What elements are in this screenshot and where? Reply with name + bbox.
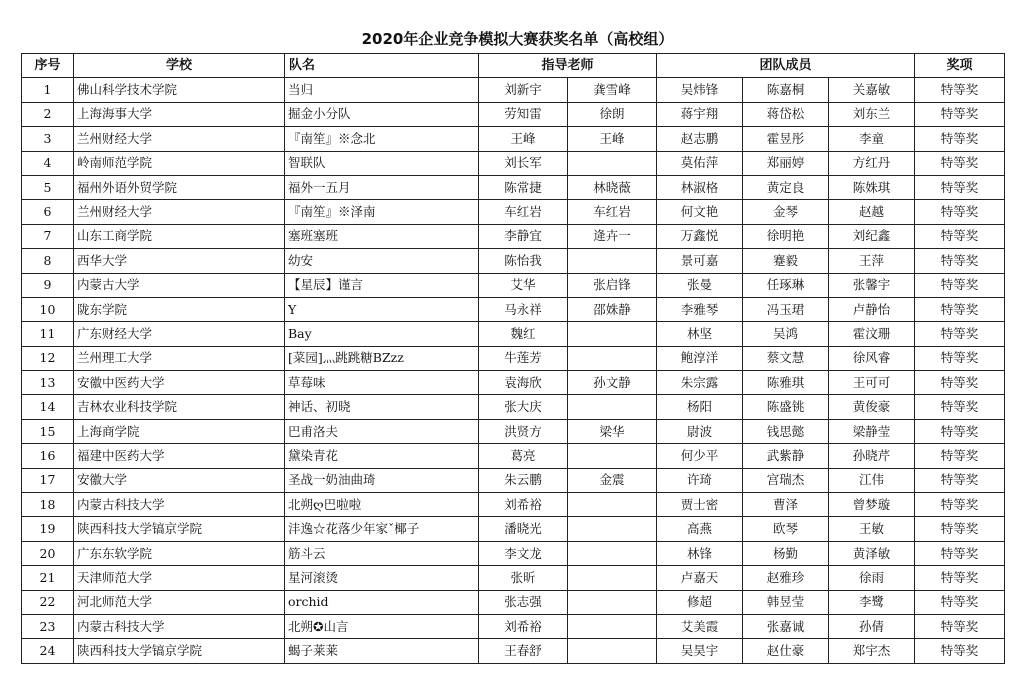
row-number: 22 <box>22 590 74 614</box>
member-3-cell: 曾梦璇 <box>829 493 915 517</box>
row-number: 18 <box>22 493 74 517</box>
team-name-cell: Y <box>285 297 479 321</box>
award-cell: 特等奖 <box>915 566 1005 590</box>
member-3-cell: 霍汶珊 <box>829 322 915 346</box>
school-cell: 陕西科技大学镐京学院 <box>74 639 285 663</box>
member-1-cell: 蒋宇翔 <box>657 102 743 126</box>
header-no: 序号 <box>22 54 74 78</box>
advisor-1-cell: 陈怡我 <box>479 249 568 273</box>
member-2-cell: 韩昱莹 <box>743 590 829 614</box>
advisor-1-cell: 刘新宇 <box>479 78 568 102</box>
advisor-2-cell: 徐朗 <box>568 102 657 126</box>
member-3-cell: 王敏 <box>829 517 915 541</box>
table-row <box>22 249 1005 273</box>
school-cell: 兰州财经大学 <box>74 127 285 151</box>
team-name-cell: 『南笙』※念北 <box>285 127 479 151</box>
member-1-cell: 林淑格 <box>657 175 743 199</box>
award-cell: 特等奖 <box>915 419 1005 443</box>
team-name-cell: 【星辰】谨言 <box>285 273 479 297</box>
member-1-cell: 高燕 <box>657 517 743 541</box>
member-3-cell: 方红丹 <box>829 151 915 175</box>
member-2-cell: 吴鸿 <box>743 322 829 346</box>
row-number: 4 <box>22 151 74 175</box>
table-row <box>22 346 1005 370</box>
advisor-1-cell: 刘希裕 <box>479 614 568 638</box>
member-2-cell: 赵雅珍 <box>743 566 829 590</box>
advisor-1-cell: 牛莲芳 <box>479 346 568 370</box>
row-number: 16 <box>22 444 74 468</box>
advisor-2-cell <box>568 639 657 663</box>
member-3-cell: 关嘉敏 <box>829 78 915 102</box>
header-award: 奖项 <box>915 54 1005 78</box>
advisor-2-cell <box>568 517 657 541</box>
advisor-2-cell <box>568 249 657 273</box>
advisor-1-cell: 刘长军 <box>479 151 568 175</box>
school-cell: 广东财经大学 <box>74 322 285 346</box>
award-cell: 特等奖 <box>915 322 1005 346</box>
advisor-2-cell: 张启锋 <box>568 273 657 297</box>
table-row <box>22 639 1005 663</box>
award-cell: 特等奖 <box>915 200 1005 224</box>
row-number: 14 <box>22 395 74 419</box>
member-2-cell: 任琢琳 <box>743 273 829 297</box>
award-cell: 特等奖 <box>915 151 1005 175</box>
table-row <box>22 200 1005 224</box>
school-cell: 佛山科学技术学院 <box>74 78 285 102</box>
member-1-cell: 许琦 <box>657 468 743 492</box>
member-2-cell: 徐明艳 <box>743 224 829 248</box>
header-team: 队名 <box>285 54 479 78</box>
advisor-1-cell: 王春舒 <box>479 639 568 663</box>
member-2-cell: 蹇毅 <box>743 249 829 273</box>
member-2-cell: 宫瑞杰 <box>743 468 829 492</box>
advisor-2-cell <box>568 322 657 346</box>
header-members: 团队成员 <box>657 54 915 78</box>
award-cell: 特等奖 <box>915 297 1005 321</box>
row-number: 5 <box>22 175 74 199</box>
member-3-cell: 梁静莹 <box>829 419 915 443</box>
table-row <box>22 127 1005 151</box>
table-row <box>22 322 1005 346</box>
member-1-cell: 万鑫悦 <box>657 224 743 248</box>
award-cell: 特等奖 <box>915 102 1005 126</box>
award-cell: 特等奖 <box>915 346 1005 370</box>
team-name-cell: 神话、初晓 <box>285 395 479 419</box>
row-number: 9 <box>22 273 74 297</box>
award-cell: 特等奖 <box>915 175 1005 199</box>
award-cell: 特等奖 <box>915 371 1005 395</box>
advisor-1-cell: 李文龙 <box>479 541 568 565</box>
row-number: 17 <box>22 468 74 492</box>
table-row <box>22 419 1005 443</box>
advisor-1-cell: 洪贤方 <box>479 419 568 443</box>
award-cell: 特等奖 <box>915 468 1005 492</box>
team-name-cell: 沣逸☆花落少年家ˇ椰子 <box>285 517 479 541</box>
member-2-cell: 蔡文慧 <box>743 346 829 370</box>
award-cell: 特等奖 <box>915 590 1005 614</box>
member-3-cell: 赵越 <box>829 200 915 224</box>
school-cell: 兰州财经大学 <box>74 200 285 224</box>
member-2-cell: 武紫静 <box>743 444 829 468</box>
table-row <box>22 395 1005 419</box>
row-number: 24 <box>22 639 74 663</box>
member-2-cell: 霍昱彤 <box>743 127 829 151</box>
advisor-2-cell <box>568 590 657 614</box>
school-cell: 福建中医药大学 <box>74 444 285 468</box>
award-cell: 特等奖 <box>915 444 1005 468</box>
table-row <box>22 224 1005 248</box>
member-2-cell: 陈雅琪 <box>743 371 829 395</box>
member-2-cell: 杨勤 <box>743 541 829 565</box>
member-3-cell: 张馨宇 <box>829 273 915 297</box>
member-1-cell: 艾美霞 <box>657 614 743 638</box>
advisor-1-cell: 袁海欣 <box>479 371 568 395</box>
member-1-cell: 朱宗露 <box>657 371 743 395</box>
table-row <box>22 541 1005 565</box>
row-number: 21 <box>22 566 74 590</box>
member-1-cell: 何少平 <box>657 444 743 468</box>
member-1-cell: 卢嘉天 <box>657 566 743 590</box>
member-3-cell: 王可可 <box>829 371 915 395</box>
row-number: 23 <box>22 614 74 638</box>
advisor-1-cell: 张大庆 <box>479 395 568 419</box>
advisor-2-cell: 龚雪峰 <box>568 78 657 102</box>
member-1-cell: 李雅琴 <box>657 297 743 321</box>
advisor-2-cell: 林晓薇 <box>568 175 657 199</box>
member-3-cell: 徐雨 <box>829 566 915 590</box>
team-name-cell: 蝎子莱莱 <box>285 639 479 663</box>
member-1-cell: 林坚 <box>657 322 743 346</box>
row-number: 2 <box>22 102 74 126</box>
member-3-cell: 陈姝琪 <box>829 175 915 199</box>
advisor-2-cell <box>568 566 657 590</box>
award-cell: 特等奖 <box>915 614 1005 638</box>
advisor-2-cell <box>568 346 657 370</box>
member-3-cell: 卢静怡 <box>829 297 915 321</box>
document-title: 2020年企业竞争模拟大赛获奖名单（高校组） <box>361 30 674 48</box>
team-name-cell: [菜园]灬跳跳糖BZzz <box>285 346 479 370</box>
member-2-cell: 曹泽 <box>743 493 829 517</box>
table-row <box>22 444 1005 468</box>
advisor-2-cell: 邵姝静 <box>568 297 657 321</box>
member-1-cell: 景可嘉 <box>657 249 743 273</box>
member-1-cell: 鲍淳洋 <box>657 346 743 370</box>
member-3-cell: 王萍 <box>829 249 915 273</box>
award-cell: 特等奖 <box>915 249 1005 273</box>
member-1-cell: 尉波 <box>657 419 743 443</box>
school-cell: 上海商学院 <box>74 419 285 443</box>
award-cell: 特等奖 <box>915 127 1005 151</box>
advisor-2-cell <box>568 395 657 419</box>
advisor-1-cell: 李静宜 <box>479 224 568 248</box>
school-cell: 内蒙古大学 <box>74 273 285 297</box>
team-name-cell: 掘金小分队 <box>285 102 479 126</box>
advisor-2-cell: 逄卉一 <box>568 224 657 248</box>
advisor-1-cell: 劳知雷 <box>479 102 568 126</box>
member-3-cell: 李童 <box>829 127 915 151</box>
advisor-1-cell: 艾华 <box>479 273 568 297</box>
award-cell: 特等奖 <box>915 78 1005 102</box>
member-1-cell: 吴昊宇 <box>657 639 743 663</box>
school-cell: 内蒙古科技大学 <box>74 614 285 638</box>
advisor-1-cell: 葛亮 <box>479 444 568 468</box>
advisor-2-cell: 梁华 <box>568 419 657 443</box>
row-number: 12 <box>22 346 74 370</box>
table-row <box>22 273 1005 297</box>
table-row <box>22 151 1005 175</box>
school-cell: 广东东软学院 <box>74 541 285 565</box>
member-1-cell: 修超 <box>657 590 743 614</box>
member-1-cell: 莫佑萍 <box>657 151 743 175</box>
table-row <box>22 468 1005 492</box>
advisor-1-cell: 刘希裕 <box>479 493 568 517</box>
member-2-cell: 赵仕豪 <box>743 639 829 663</box>
table-row <box>22 614 1005 638</box>
advisor-1-cell: 陈常捷 <box>479 175 568 199</box>
school-cell: 内蒙古科技大学 <box>74 493 285 517</box>
table-row <box>22 493 1005 517</box>
award-cell: 特等奖 <box>915 493 1005 517</box>
member-1-cell: 林锋 <box>657 541 743 565</box>
row-number: 19 <box>22 517 74 541</box>
team-name-cell: 圣战一奶油曲琦 <box>285 468 479 492</box>
table-row <box>22 566 1005 590</box>
advisor-1-cell: 车红岩 <box>479 200 568 224</box>
table-row <box>22 371 1005 395</box>
school-cell: 河北师范大学 <box>74 590 285 614</box>
team-name-cell: 智联队 <box>285 151 479 175</box>
advisor-2-cell: 车红岩 <box>568 200 657 224</box>
school-cell: 陕西科技大学镐京学院 <box>74 517 285 541</box>
team-name-cell: 塞班塞班 <box>285 224 479 248</box>
member-2-cell: 金琴 <box>743 200 829 224</box>
member-3-cell: 黄泽敏 <box>829 541 915 565</box>
table-row <box>22 297 1005 321</box>
advisor-2-cell <box>568 614 657 638</box>
table-row <box>22 590 1005 614</box>
row-number: 20 <box>22 541 74 565</box>
school-cell: 山东工商学院 <box>74 224 285 248</box>
member-2-cell: 钱思懿 <box>743 419 829 443</box>
table-row <box>22 102 1005 126</box>
member-2-cell: 蒋岱松 <box>743 102 829 126</box>
school-cell: 岭南师范学院 <box>74 151 285 175</box>
advisor-1-cell: 马永祥 <box>479 297 568 321</box>
table-row <box>22 517 1005 541</box>
header-advisors: 指导老师 <box>479 54 657 78</box>
school-cell: 安徽中医药大学 <box>74 371 285 395</box>
member-3-cell: 江伟 <box>829 468 915 492</box>
row-number: 3 <box>22 127 74 151</box>
team-name-cell: 幼安 <box>285 249 479 273</box>
team-name-cell: 草莓味 <box>285 371 479 395</box>
team-name-cell: 筋斗云 <box>285 541 479 565</box>
advisor-1-cell: 潘晓光 <box>479 517 568 541</box>
member-2-cell: 陈嘉桐 <box>743 78 829 102</box>
row-number: 7 <box>22 224 74 248</box>
member-2-cell: 陈盛铫 <box>743 395 829 419</box>
member-1-cell: 何文艳 <box>657 200 743 224</box>
school-cell: 兰州理工大学 <box>74 346 285 370</box>
member-3-cell: 徐风睿 <box>829 346 915 370</box>
member-3-cell: 孙倩 <box>829 614 915 638</box>
row-number: 11 <box>22 322 74 346</box>
row-number: 1 <box>22 78 74 102</box>
team-name-cell: 星河滚烫 <box>285 566 479 590</box>
school-cell: 安徽大学 <box>74 468 285 492</box>
advisor-2-cell: 王峰 <box>568 127 657 151</box>
team-name-cell: Bay <box>285 322 479 346</box>
team-name-cell: 『南笙』※泽南 <box>285 200 479 224</box>
row-number: 6 <box>22 200 74 224</box>
school-cell: 西华大学 <box>74 249 285 273</box>
award-cell: 特等奖 <box>915 541 1005 565</box>
member-2-cell: 欧琴 <box>743 517 829 541</box>
member-2-cell: 张嘉诚 <box>743 614 829 638</box>
member-1-cell: 吴炜锋 <box>657 78 743 102</box>
school-cell: 陇东学院 <box>74 297 285 321</box>
school-cell: 吉林农业科技学院 <box>74 395 285 419</box>
member-2-cell: 郑丽婷 <box>743 151 829 175</box>
advisor-2-cell: 金震 <box>568 468 657 492</box>
advisor-2-cell: 孙文静 <box>568 371 657 395</box>
table-header-row <box>22 54 1005 78</box>
advisor-2-cell <box>568 493 657 517</box>
award-cell: 特等奖 <box>915 224 1005 248</box>
row-number: 8 <box>22 249 74 273</box>
advisor-1-cell: 张志强 <box>479 590 568 614</box>
school-cell: 天津师范大学 <box>74 566 285 590</box>
award-cell: 特等奖 <box>915 639 1005 663</box>
member-1-cell: 赵志鹏 <box>657 127 743 151</box>
team-name-cell: 巴甫洛夫 <box>285 419 479 443</box>
table-row <box>22 175 1005 199</box>
advisor-1-cell: 张昕 <box>479 566 568 590</box>
award-cell: 特等奖 <box>915 517 1005 541</box>
row-number: 15 <box>22 419 74 443</box>
member-3-cell: 孙晓芹 <box>829 444 915 468</box>
row-number: 13 <box>22 371 74 395</box>
team-name-cell: 福外一五月 <box>285 175 479 199</box>
award-cell: 特等奖 <box>915 395 1005 419</box>
member-1-cell: 张曼 <box>657 273 743 297</box>
member-1-cell: 贾士密 <box>657 493 743 517</box>
member-3-cell: 黄俊豪 <box>829 395 915 419</box>
award-table <box>21 53 1005 664</box>
advisor-1-cell: 王峰 <box>479 127 568 151</box>
member-3-cell: 刘东兰 <box>829 102 915 126</box>
member-3-cell: 刘纪鑫 <box>829 224 915 248</box>
header-school: 学校 <box>74 54 285 78</box>
member-2-cell: 冯玉珺 <box>743 297 829 321</box>
advisor-1-cell: 朱云鹏 <box>479 468 568 492</box>
award-cell: 特等奖 <box>915 273 1005 297</box>
member-2-cell: 黄定良 <box>743 175 829 199</box>
advisor-2-cell <box>568 151 657 175</box>
advisor-2-cell <box>568 444 657 468</box>
member-3-cell: 李鹭 <box>829 590 915 614</box>
school-cell: 福州外语外贸学院 <box>74 175 285 199</box>
member-3-cell: 郑宇杰 <box>829 639 915 663</box>
advisor-2-cell <box>568 541 657 565</box>
team-name-cell: 黛染青花 <box>285 444 479 468</box>
team-name-cell: 北朔ღ巴啦啦 <box>285 493 479 517</box>
advisor-1-cell: 魏红 <box>479 322 568 346</box>
team-name-cell: orchid <box>285 590 479 614</box>
team-name-cell: 当归 <box>285 78 479 102</box>
table-row <box>22 78 1005 102</box>
member-1-cell: 杨阳 <box>657 395 743 419</box>
team-name-cell: 北朔✪山言 <box>285 614 479 638</box>
school-cell: 上海海事大学 <box>74 102 285 126</box>
row-number: 10 <box>22 297 74 321</box>
